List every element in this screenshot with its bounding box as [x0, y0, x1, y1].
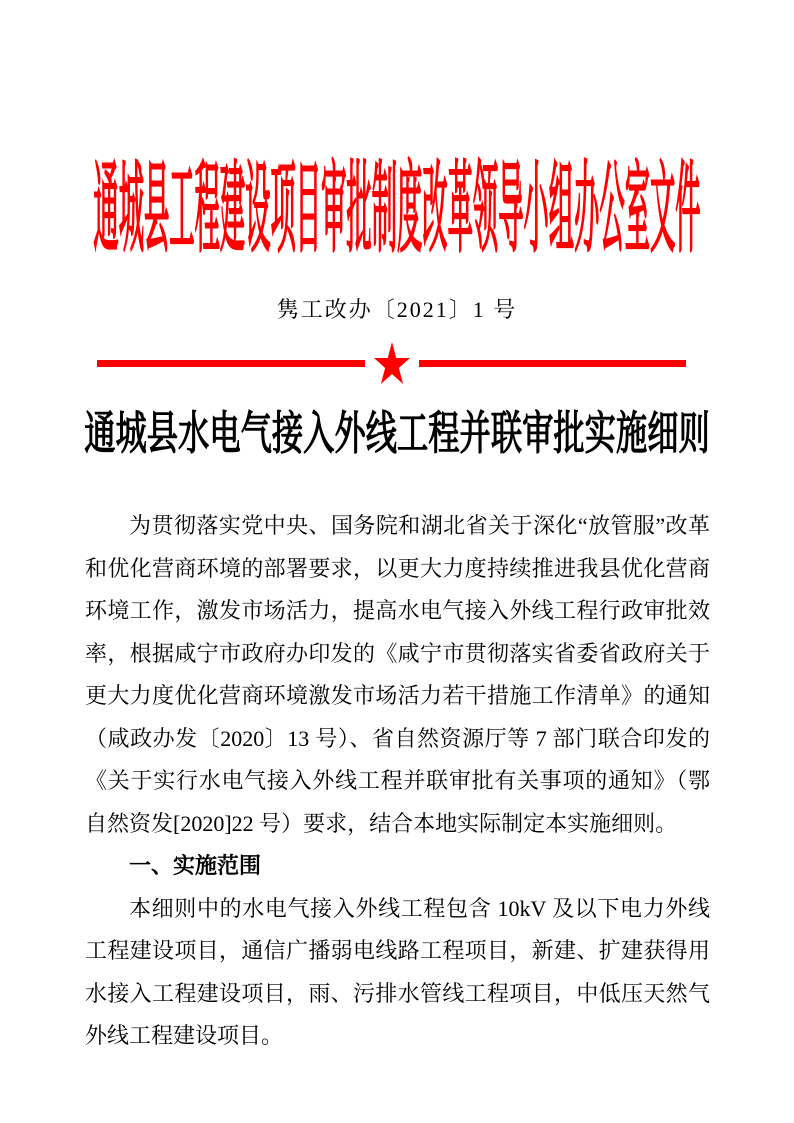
red-header-banner [0, 156, 794, 264]
red-star-icon [374, 342, 410, 384]
paragraph-preamble: 为贯彻落实党中央、国务院和湖北省关于深化“放管服”改革和优化营商环境的部署要求，以更大力度持续推进我县优化营商环境工作，激发市场活力，提高水电气接入外线工程行政审批效率，根据咸宁市政府办印发的《咸宁市贯彻落实省委省政府关于更大力度优化营商环境激发市场活力若干措施工作清单》的通知（咸政办发〔2020〕13 号）、省自然资源厅等 7 部门联合印发的《关于实行水电气接入外线工程并联审批有关事项的通知》（鄂自然资发[2020]22 号）要求，结合本地实际制定本实施细则。 [85, 513, 710, 836]
document-title-text: 通城县水电气接入外线工程并联审批实施细则 [84, 408, 710, 459]
divider-line-right [419, 360, 687, 367]
paragraph-scope-detail: 本细则中的水电气接入外线工程包含 10kV 及以下电力外线工程建设项目，通信广播弱电线路工程项目，新建、扩建获得用水接入工程建设项目，雨、污排水管线工程项目，中低压天然气外线工程建设项目。 [85, 895, 710, 1048]
section-heading-implementation-scope: 一、实施范围 [129, 853, 262, 878]
document-number: 隽工改办〔2021〕1 号 [276, 297, 518, 322]
document-body [85, 505, 710, 1058]
divider-line-left [97, 360, 365, 367]
red-divider [97, 342, 686, 384]
document-title [0, 410, 794, 458]
issuing-office-banner-title: 通城县工程建设项目审批制度改革领导小组办公室文件 [93, 154, 701, 265]
